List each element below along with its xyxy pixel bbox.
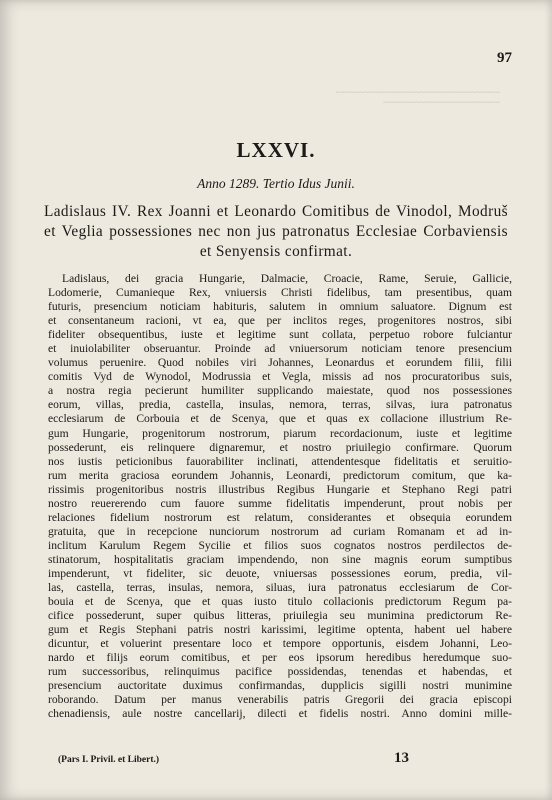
document-title: Ladislaus IV. Rex Joanni et Leonardo Comitibus de Vinodol, Modruš et Veglia possessiones nec non jus patronatus Ecclesiae Corbaviensis et Senyensis confirmat. — [44, 203, 508, 260]
body-line: nos iustis peticionibus fauorabiliter inclinati, attendentesque fidelitatis et seruitio- — [48, 454, 512, 468]
body-line: Lodomerie, Cumanieque Rex, vniuersis Christi fidelibus, tam presentibus, quam — [48, 286, 512, 300]
body-line: et consentaneum racioni, vt ea, que per inclitos reges, progenitores nostros, sibi — [48, 314, 512, 328]
body-line: stinatorum, hospitalitatis graciam impendendo, non sine magnis eorum sumptibus — [48, 552, 512, 566]
body-line: et inuiolabiliter obseruantur. Proinde ad vniuersorum noticiam tenore presencium — [48, 342, 512, 356]
body-line: fideliter obsequentibus, iuste et legitime sunt collata, perpetuo robore fulciantur — [48, 328, 512, 342]
body-line: gum et Regis Stephani patris nostri karissimi, legitime optenta, habent uel habere — [48, 623, 512, 637]
body-line: bouia et de Scenya, que et quas iusto titulo collacionis predictorum Regum pa- — [48, 595, 512, 609]
footer-signature: 13 — [394, 750, 409, 766]
body-line: roborando. Datum per manus venerabilis patris Gregorii dei gracia episcopi — [48, 693, 512, 707]
body-line: Ladislaus, dei gracia Hungarie, Dalmacie, Croacie, Rame, Seruie, Gallicie, — [62, 272, 512, 285]
body-line: eorum, villas, predia, castella, insulas, nemora, terras, silvas, iura patronatus — [48, 398, 512, 412]
body-line: rum successoribus, relinquimus pacifice possidendas, tenendas et habendas, et — [48, 665, 512, 679]
body-line: possederunt, eis relinquere dignaremur, et nostro priuilegio confirmare. Quorum — [48, 440, 512, 454]
document-date: Anno 1289. Tertio Idus Junii. — [197, 176, 355, 191]
body-line: cifice possederunt, super quibus litteras, priuilegia seu munimina predictorum Re- — [48, 609, 512, 623]
document-body — [48, 272, 512, 722]
footer-source: (Pars I. Privil. et Libert.) — [58, 755, 160, 765]
document-number: LXXVI. — [236, 138, 316, 162]
body-line: inclitum Karulum Regem Sycilie et filios suos cognatos nostros perdilectos de- — [48, 538, 512, 552]
body-line: a nostra regia pecierunt humiliter supplicando maiestate, quod nos possessiones — [48, 384, 512, 398]
bleed-through-text: ~~~~~~~~~~~~~~~~~~~~~~~~~~~~~~~~~~~~~~ ~~~~~~~~~~~~~~~~~~~~~~~~~~~ — [335, 88, 500, 107]
body-line: gum Hungarie, progenitorum nostrorum, piarum recordacionum, iuste et legitime — [48, 426, 512, 440]
body-line: chenadiensis, aule nostre cancellarij, dilecti et fidelis nostri. Anno domini mille- — [48, 707, 512, 721]
body-line: nostro reuererendo cum fauore summe fidelitatis impenderunt, prout nobis per — [48, 496, 512, 510]
body-line: relaciones fidelium nostrorum est relatum, considerantes et obsequia eorundem — [48, 510, 512, 524]
body-line: rum merita graciosa eorundem Johannis, Leonardi, predictorum comitum, que ka- — [48, 468, 512, 482]
body-line: las, castella, terras, insulas, nemora, siluas, iura patronatus ecclesiarum de Cor- — [48, 581, 512, 595]
body-line: impenderunt, vt fideliter, sic deuote, vniuersas possessiones eorum, predia, vil- — [48, 566, 512, 580]
body-line: ecclesiarum de Corbouia et de Scenya, que et quas ex collacione illustrium Re- — [48, 412, 512, 426]
body-line: dicuntur, et voluerint presentare loco et tempore opportunis, eisdem Johanni, Leo- — [48, 637, 512, 651]
body-line: rissimis progenitoribus nostris illustribus Regibus Hungarie et Stephano Regi patri — [48, 482, 512, 496]
page-number: 97 — [497, 50, 512, 66]
body-line: presencium auctoritate duximus confirmandas, dupplicis sigilli nostri munimine — [48, 679, 512, 693]
body-line: nardo et filijs eorum comitibus, et per eos ipsorum heredibus heredumque suo- — [48, 651, 512, 665]
body-line: volumus peruenire. Quod nobiles viri Johannes, Leonardus et eorundem filii, filii — [48, 356, 512, 370]
body-line: comitis Vyd de Wynodol, Modrussia et Vegla, missis ad nos procuratoribus suis, — [48, 370, 512, 384]
body-line: futuris, presencium noticiam habituris, salutem in omnium saluatore. Dignum est — [48, 300, 512, 314]
body-line: gratuita, que in recepcione nunciorum nostrorum ad curiam Romanam et ad in- — [48, 524, 512, 538]
